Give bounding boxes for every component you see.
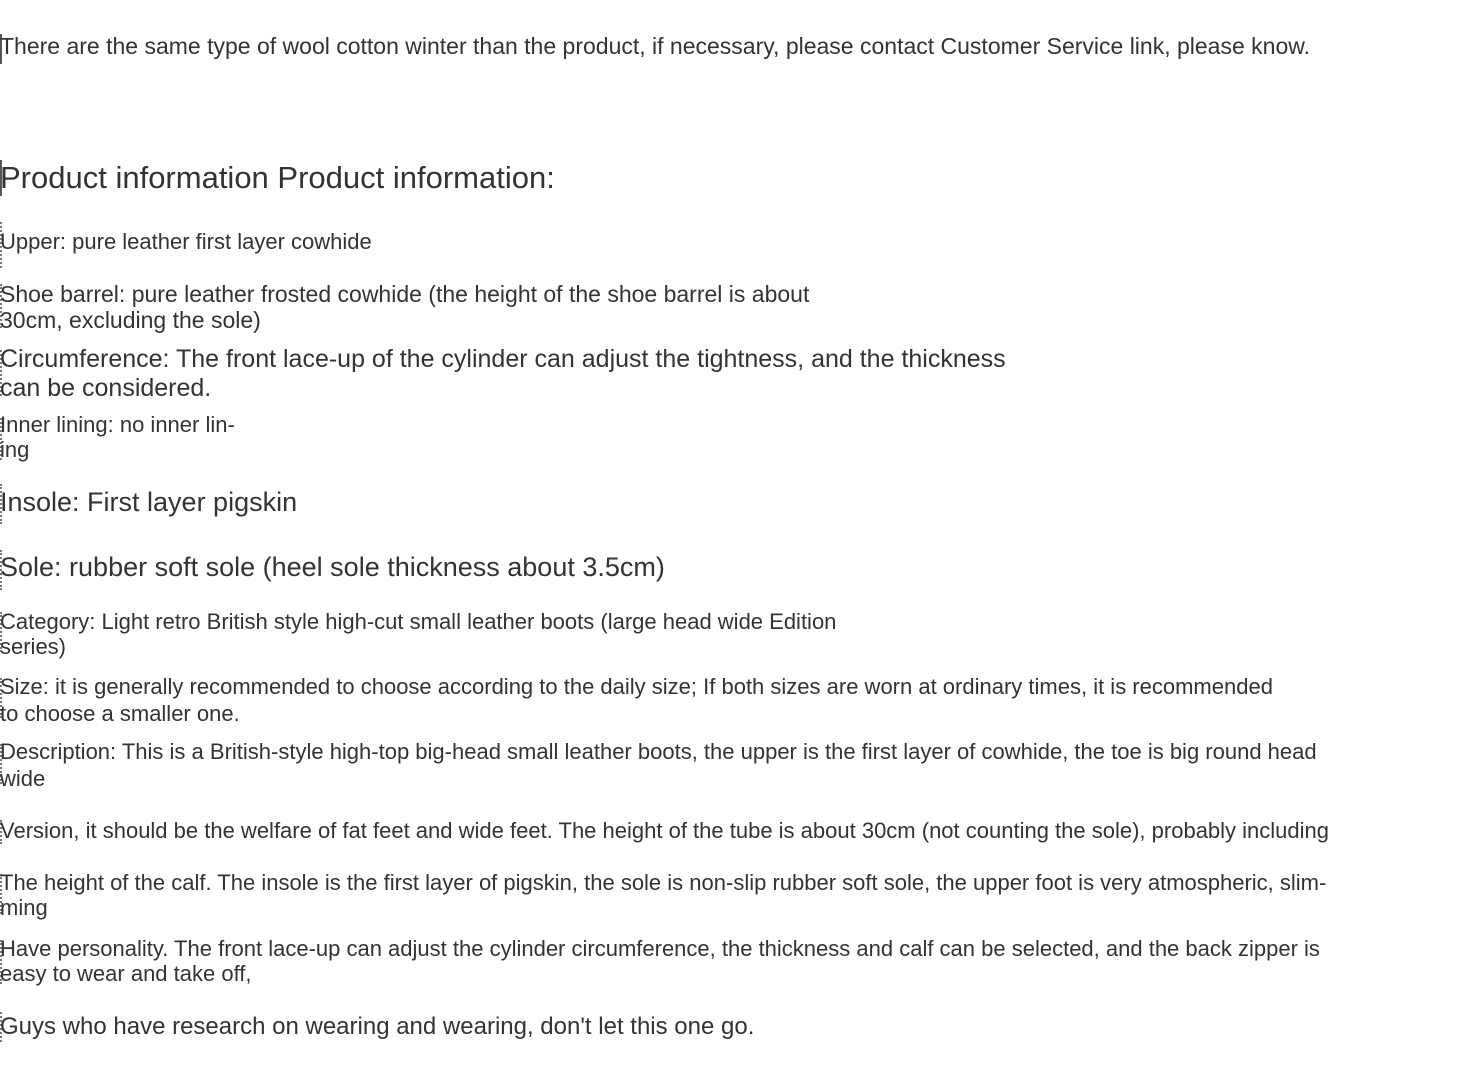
spec-insole: Insole: First layer pigskin	[0, 487, 298, 517]
spec-shoe-barrel: Shoe barrel: pure leather frosted cowhide (the height of the shoe barrel is about	[0, 281, 810, 307]
spec-inner-lining: ing	[0, 437, 30, 462]
description-paragraph: wide	[0, 766, 46, 791]
spec-category: Category: Light retro British style high-cut small leather boots (large head wide Edition	[0, 609, 837, 634]
notice-text: There are the same type of wool cotton winter than the product, if necessary, please contact Customer Service link, please know.	[0, 33, 1310, 59]
spec-circumference: Circumference: The front lace-up of the cylinder can adjust the tightness, and the thickness	[0, 345, 1006, 373]
spec-shoe-barrel: 30cm, excluding the sole)	[0, 307, 261, 333]
spec-circumference: can be considered.	[0, 374, 212, 402]
spec-upper: Upper: pure leather first layer cowhide	[0, 229, 372, 254]
description-paragraph: Version, it should be the welfare of fat feet and wide feet. The height of the tube is about 30cm (not counting the sole), probably including	[0, 818, 1330, 843]
spec-category: series)	[0, 634, 67, 659]
section-heading: Product information Product information:	[0, 160, 555, 195]
spec-inner-lining: Inner lining: no inner lin-	[0, 412, 235, 437]
spec-size: Size: it is generally recommended to choose according to the daily size; If both sizes are worn at ordinary times, it is recommended	[0, 674, 1273, 699]
description-paragraph: Guys who have research on wearing and wearing, don't let this one go.	[0, 1013, 755, 1040]
description-paragraph: Have personality. The front lace-up can adjust the cylinder circumference, the thickness and calf can be selected, and the back zipper is	[0, 936, 1320, 961]
description-paragraph: easy to wear and take off,	[0, 961, 252, 986]
description-paragraph: ming	[0, 895, 48, 920]
spec-sole: Sole: rubber soft sole (heel sole thickness about 3.5cm)	[0, 552, 665, 582]
description-paragraph: Description: This is a British-style high-top big-head small leather boots, the upper is the first layer of cowhide, the toe is big round head	[0, 739, 1317, 764]
description-paragraph: The height of the calf. The insole is the first layer of pigskin, the sole is non-slip rubber soft sole, the upper foot is very atmospheric, slim-	[0, 870, 1327, 895]
spec-size: to choose a smaller one.	[0, 701, 240, 726]
